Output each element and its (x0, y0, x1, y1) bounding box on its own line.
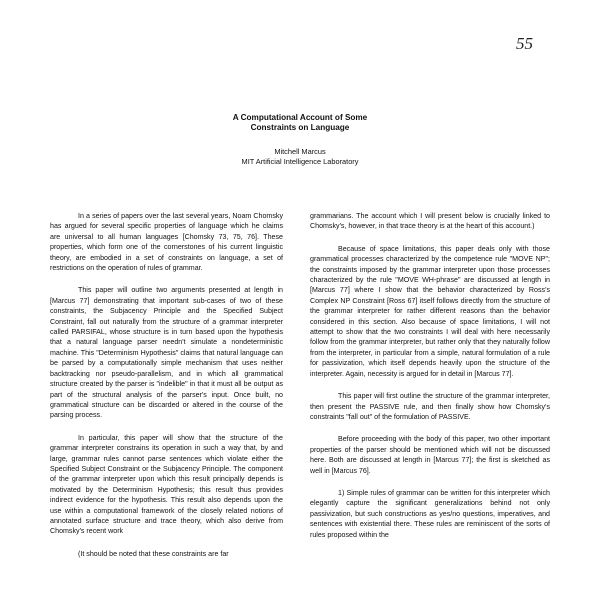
right-column (310, 211, 550, 552)
left-column (50, 211, 283, 571)
author-block (0, 147, 600, 167)
title-line-1: A Computational Account of Some (232, 113, 368, 122)
paragraph: (It should be noted that these constraints are far (78, 549, 229, 558)
paragraph: This paper will outline two arguments presented at length in [Marcus 77] demonstrating that important sub-cases of two of these constraints, the Subjacency Principle and the Specified Subject Constraint, fall out naturally from the structure of a grammar interpreter called PARSIFAL, whose structure is in turn based upon the hypothesis that a natural language parser needn't simulate a nondeterministic machine. This "Determinism Hypothesis" claims that natural language can be parsed by a computationally simple mechanism that uses neither backtracking nor pseudo-parallelism, and in which all grammatical structure created by the parser is "indelible" in that it must all be output as part of the structural analysis of the parser's input. Once built, no grammatical structure can be discarded or altered in the course of the parsing process. (50, 286, 283, 420)
paper-title (0, 113, 600, 133)
title-line-2: Constraints on Language (250, 123, 350, 132)
paragraph: This paper will first outline the structure of the grammar interpreter, then present the PASSIVE rule, and then finally show how Chomsky's constraints "fall out" of the formulation of PASSIVE. (310, 392, 550, 421)
paragraph: In a series of papers over the last several years, Noam Chomsky has argued for several specific properties of language which he claims are universal to all human languages [Chomsky 73, 75, 76]. These properties, which form one of the cornerstones of his current linguistic theory, are embodied in a set of constraints on language, a set of restrictions on the operation of rules of grammar. (50, 212, 283, 273)
paragraph: grammarians. The account which I will present below is crucially linked to Chomsky's, however, in that trace theory is at the heart of this account.) (310, 212, 550, 231)
page-number: 55 (516, 34, 533, 53)
paragraph: 1) Simple rules of grammar can be written for this interpreter which elegantly capture the significant generalizations behind not only passivization, but such constructions as yes/no questions, imperatives, and sentences with existential there. These rules are reminiscent of the sorts of rules proposed within the (310, 488, 550, 539)
paragraph: Before proceeding with the body of this paper, two other important properties of the parser should be mentioned which will not be discussed here. Both are discussed at length in [Marcus 77]; the first is sketched as well in [Marcus 76]. (310, 435, 550, 475)
author-name: Mitchell Marcus (274, 147, 326, 156)
paragraph: In particular, this paper will show that the structure of the grammar interpreter constrains its operation in such a way that, by and large, grammar rules cannot parse sentences which violate either the Specified Subject Constraint or the Subjacency Principle. The component of the grammar interpreter upon which this result principally depends is motivated by the Determinism Hypothesis; this result thus provides indirect evidence for the hypothesis. This result also depends upon the use within a computational framework of the closely related notions of annotated surface structure and trace theory, which also derive from Chomsky's recent work (50, 433, 283, 536)
paragraph: Because of space limitations, this paper deals only with those grammatical processes characterized by the competence rule "MOVE NP"; the constraints imposed by the grammar interpreter upon those processes characterized by the rule "MOVE WH-phrase" are discussed at length in [Marcus 77] where I show that the behavior characterized by Ross's Complex NP Constraint [Ross 67] itself follows directly from the structure of the grammar interpreter for rather different reasons than the behavior considered in this section. Also because of space limitations, I will not attempt to show that the two constraints I will deal with here necessarily follow from the grammar interpreter, but rather only that they naturally follow from the interpreter, in particular from a simple, natural formulation of a rule for passivization, which itself depends heavily upon the structure of the interpreter. Again, necessity is argued for in detail in [Marcus 77]. (310, 244, 550, 378)
author-affiliation: MIT Artificial Intelligence Laboratory (241, 157, 359, 166)
